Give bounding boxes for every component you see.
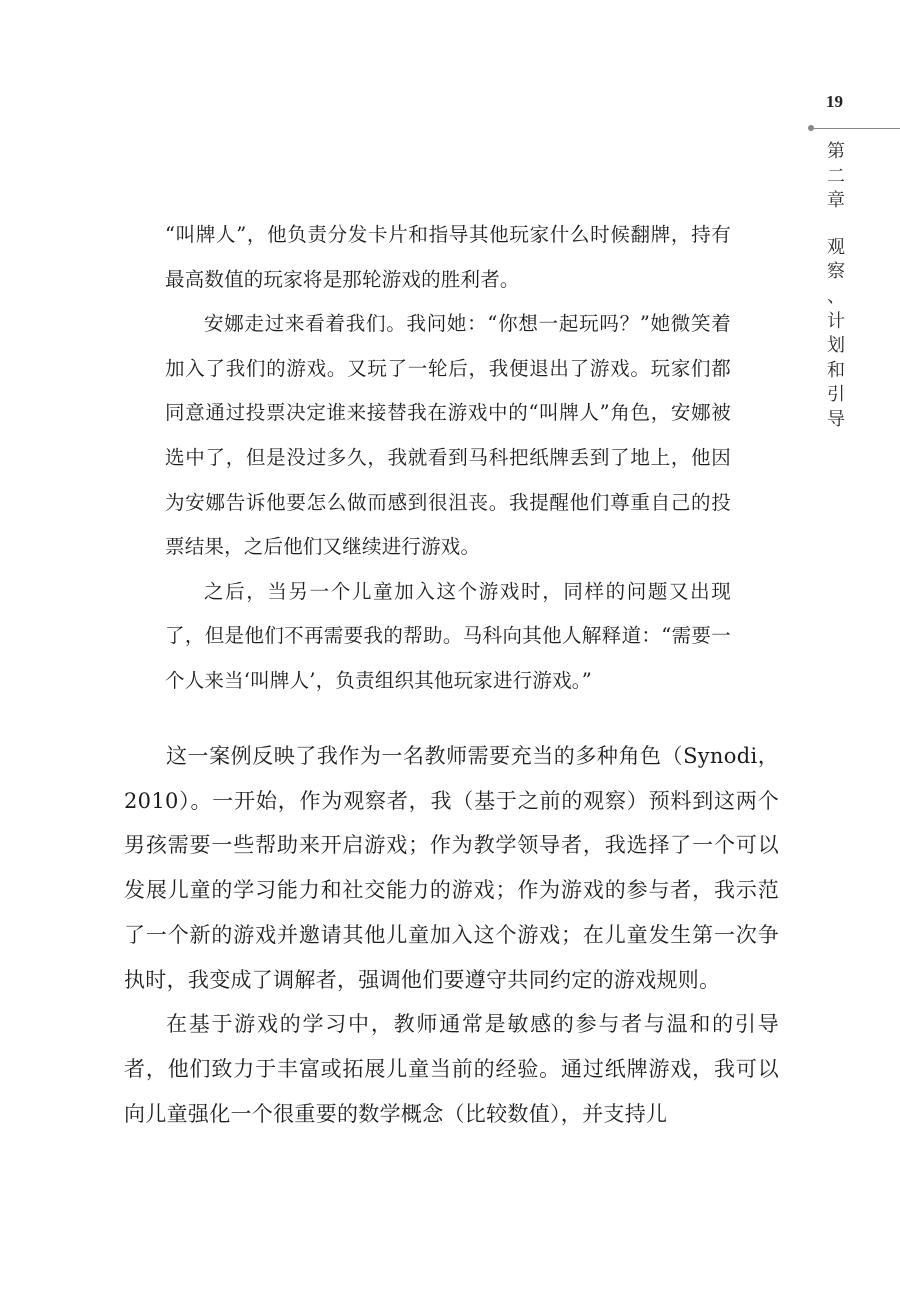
quote-paragraph-2: 安娜走过来看着我们。我问她：“你想一起玩吗？”她微笑着加入了我们的游戏。又玩了一轮后，我便退出了游戏。玩家们都同意通过投票决定谁来接替我在游戏中的“叫牌人”角色，安娜被选中了，但是没过多久，我就看到马科把纸牌丢到了地上，他因为安娜告诉他要怎么做而感到很沮丧。我提醒他们尊重自己的投票结果，之后他们又继续进行游戏。 — [165, 312, 731, 559]
chapter-title — [823, 236, 849, 433]
body-paragraph-1: 这一案例反映了我作为一名教师需要充当的多种角色（Synodi，2010）。一开始，作为观察者，我（基于之前的观察）预料到这两个男孩需要一些帮助来开启游戏；作为教学领导者，我选择了一个可以发展儿童的学习能力和社交能力的游戏；作为游戏的参与者，我示范了一个新的游戏并邀请其他儿童加入这个游戏；在儿童发生第一次争执时，我变成了调解者，强调他们要遵守共同约定的游戏规则。 — [124, 744, 779, 992]
running-head-char: 察 — [827, 261, 845, 283]
running-head-gap — [823, 214, 849, 236]
running-head-char: 导 — [827, 408, 845, 430]
running-head-char: 第 — [827, 141, 845, 162]
running-head-char: 和 — [827, 359, 845, 381]
running-head-char: 、 — [827, 285, 845, 307]
running-head-char: 计 — [827, 310, 845, 332]
running-head-char: 引 — [827, 384, 845, 406]
header-rule — [812, 128, 900, 129]
body-paragraph-2: 在基于游戏的学习中，教师通常是敏感的参与者与温和的引导者，他们致力于丰富或拓展儿童当前的经验。通过纸牌游戏，我可以向儿童强化一个很重要的数学概念（比较数值），并支持儿 — [124, 1012, 779, 1126]
running-head-char: 章 — [827, 190, 845, 212]
running-head-char: 观 — [827, 236, 845, 258]
block-quote — [165, 213, 731, 704]
page-number: 19 — [826, 92, 843, 111]
body-text — [124, 734, 779, 1136]
chapter-running-head — [823, 140, 849, 433]
running-head-char: 划 — [827, 335, 845, 357]
quote-paragraph-3: 之后，当另一个儿童加入这个游戏时，同样的问题又出现了，但是他们不再需要我的帮助。马科向其他人解释道：“需要一个人来当‘叫牌人’，负责组织其他玩家进行游戏。” — [165, 579, 731, 692]
chapter-label — [823, 140, 849, 214]
quote-paragraph-1: “叫牌人”，他负责分发卡片和指导其他玩家什么时候翻牌，持有最高数值的玩家将是那轮游戏的胜利者。 — [165, 223, 731, 291]
running-head-char: 二 — [827, 165, 845, 187]
